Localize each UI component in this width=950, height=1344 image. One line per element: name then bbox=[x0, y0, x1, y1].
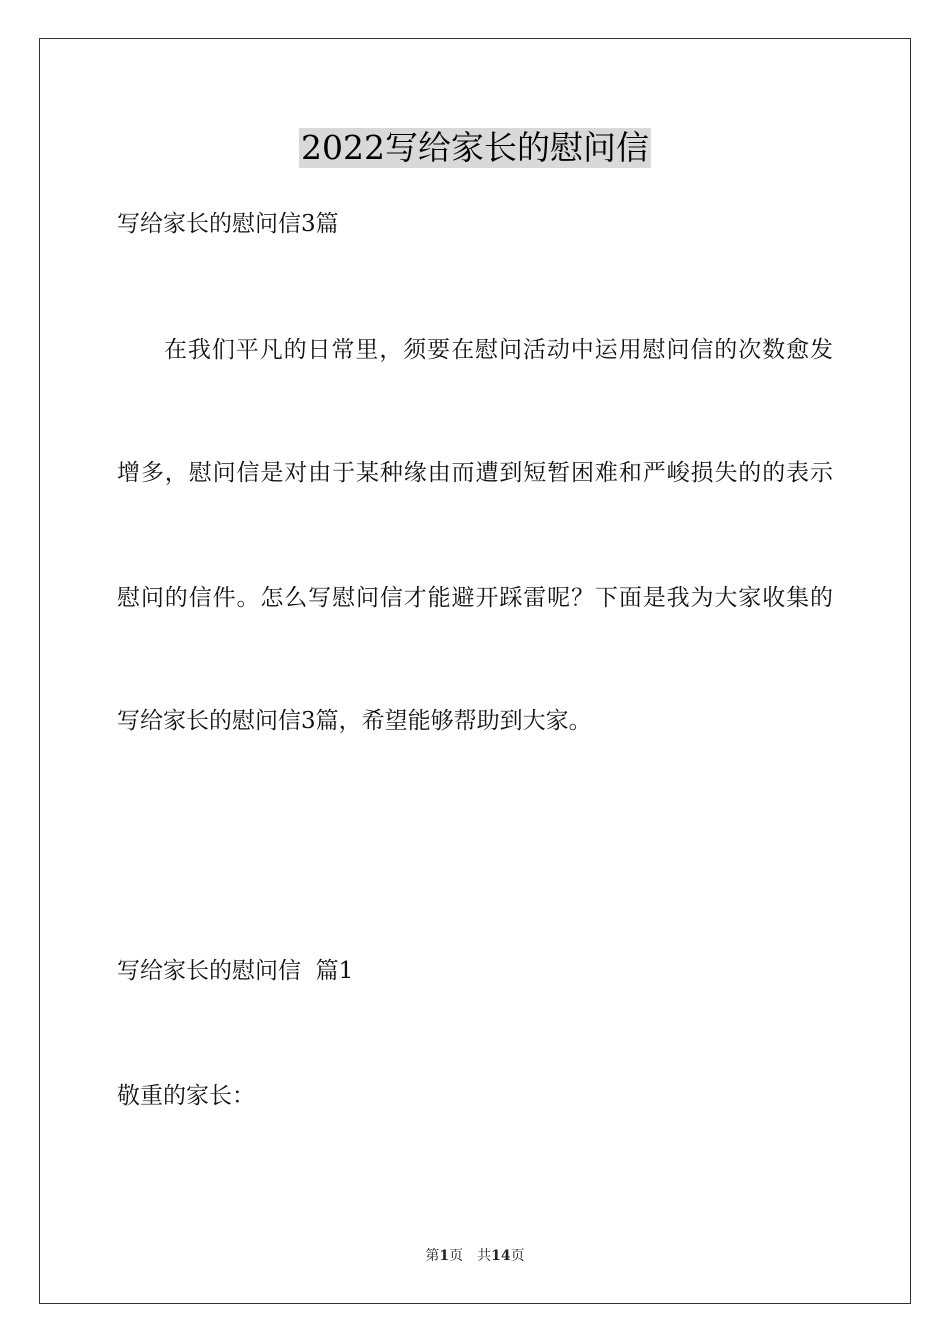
document-subtitle: 写给家长的慰问信3篇 bbox=[117, 211, 339, 237]
total-pages: 14 bbox=[491, 1248, 511, 1264]
intro-line-1: 在我们平凡的日常里，须要在慰问活动中运用慰问信的次数愈发 bbox=[164, 337, 833, 363]
salutation: 敬重的家长： bbox=[117, 1083, 255, 1109]
intro-line-2: 增多，慰问信是对由于某种缘由而遭到短暂困难和严峻损失的的表示 bbox=[117, 460, 833, 486]
total-prefix: 共 bbox=[477, 1248, 492, 1264]
page-footer bbox=[0, 1247, 950, 1265]
intro-line-4: 写给家长的慰问信3篇，希望能够帮助到大家。 bbox=[117, 708, 592, 734]
intro-line-3: 慰问的信件。怎么写慰问信才能避开踩雷呢？下面是我为大家收集的 bbox=[117, 585, 833, 611]
title-container bbox=[0, 128, 950, 168]
document-title: 2022写给家长的慰问信 bbox=[301, 128, 649, 167]
section-heading: 写给家长的慰问信 篇1 bbox=[117, 958, 354, 984]
page-prefix: 第 bbox=[425, 1248, 440, 1264]
total-suffix: 页 bbox=[510, 1248, 525, 1264]
page-suffix: 页 bbox=[449, 1248, 464, 1264]
page-number: 1 bbox=[439, 1248, 450, 1264]
